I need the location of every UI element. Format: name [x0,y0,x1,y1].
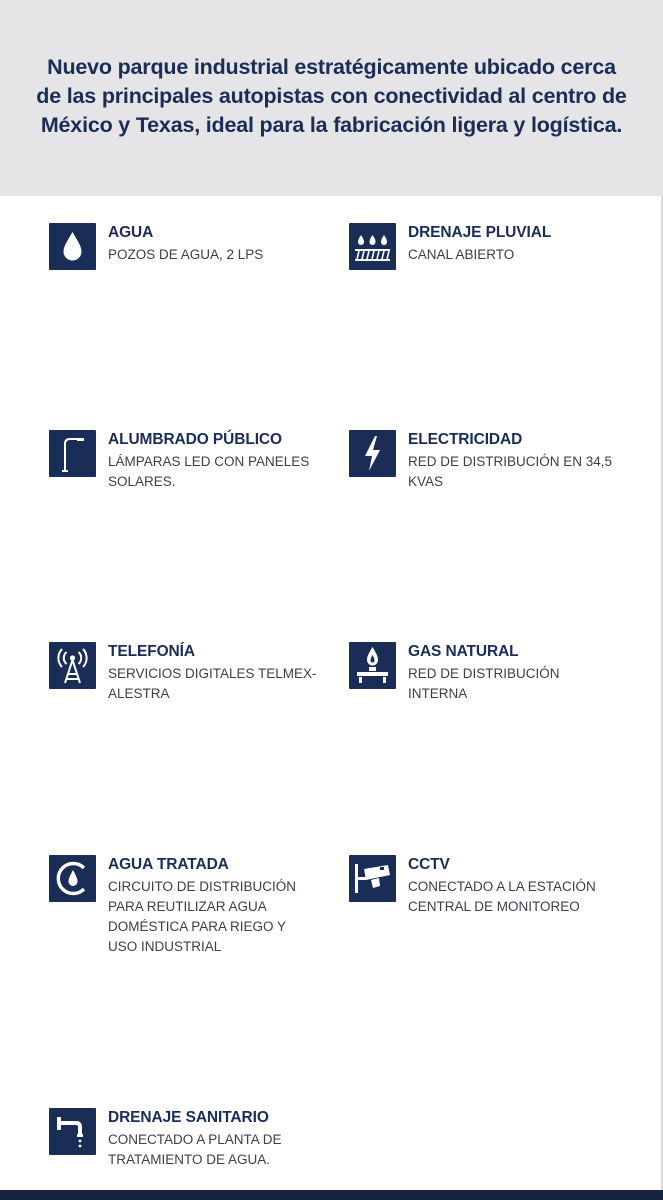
street-lamp-icon [49,430,96,477]
feature-description-line: CENTRAL DE MONITOREO [408,899,580,914]
security-camera-icon [349,855,396,902]
intro-line: Nuevo parque industrial estratégicamente ubicado cerca [47,55,616,79]
feature-description [108,1130,348,1170]
feature-description-line: SERVICIOS DIGITALES TELMEX- [108,666,317,681]
feature-description-line: CIRCUITO DE DISTRIBUCIÓN [108,879,297,894]
feature-title: DRENAJE PLUVIAL [408,224,552,241]
feature-description [408,245,648,265]
feature-title: DRENAJE SANITARIO [108,1109,269,1126]
feature-description-line: USO INDUSTRIAL [108,939,222,954]
treated-water-icon [49,855,96,902]
feature-description-line: KVAS [408,474,444,489]
feature-description-line: CONECTADO A PLANTA DE [108,1132,282,1147]
intro-line: de las principales autopistas con conectividad al centro de [36,84,627,108]
feature-description-line: RED DE DISTRIBUCIÓN [408,666,560,681]
footer-bar [0,1190,663,1200]
feature-title: AGUA [108,224,154,241]
feature-description-line: CANAL ABIERTO [408,247,515,262]
intro-banner [0,0,663,196]
feature-description-line: DOMÉSTICA PARA RIEGO Y [108,919,287,934]
feature-description-line: PARA REUTILIZAR AGUA [108,899,267,914]
feature-description-line: POZOS DE AGUA, 2 LPS [108,247,264,262]
feature-description [108,664,348,704]
intro-line: México y Texas, ideal para la fabricación ligera y logística. [40,113,623,137]
feature-description [108,452,348,492]
feature-description [408,452,648,492]
feature-description-line: CONECTADO A LA ESTACIÓN [408,879,596,894]
feature-description-line: INTERNA [408,686,468,701]
lightning-bolt-icon [349,430,396,477]
feature-title: ELECTRICIDAD [408,431,523,448]
feature-description-line: LÁMPARAS LED CON PANELES [108,454,310,469]
feature-description-line: RED DE DISTRIBUCIÓN EN 34,5 [408,454,613,469]
feature-title: TELEFONÍA [108,643,195,660]
feature-title: AGUA TRATADA [108,856,229,873]
feature-title: GAS NATURAL [408,643,519,660]
feature-description-line: SOLARES. [108,474,176,489]
water-drop-icon [49,223,96,270]
feature-description-line: TRATAMIENTO DE AGUA. [108,1152,271,1167]
feature-description-line: ALESTRA [108,686,170,701]
feature-title: CCTV [408,856,450,873]
feature-title: ALUMBRADO PÚBLICO [108,431,282,448]
feature-description [408,877,648,917]
feature-description [108,245,348,265]
drain-pipe-icon [49,1108,96,1155]
gas-flame-icon [349,642,396,689]
antenna-tower-icon [49,642,96,689]
storm-drain-icon [349,223,396,270]
intro-text [0,53,663,140]
feature-description [108,877,348,957]
feature-description [408,664,648,704]
